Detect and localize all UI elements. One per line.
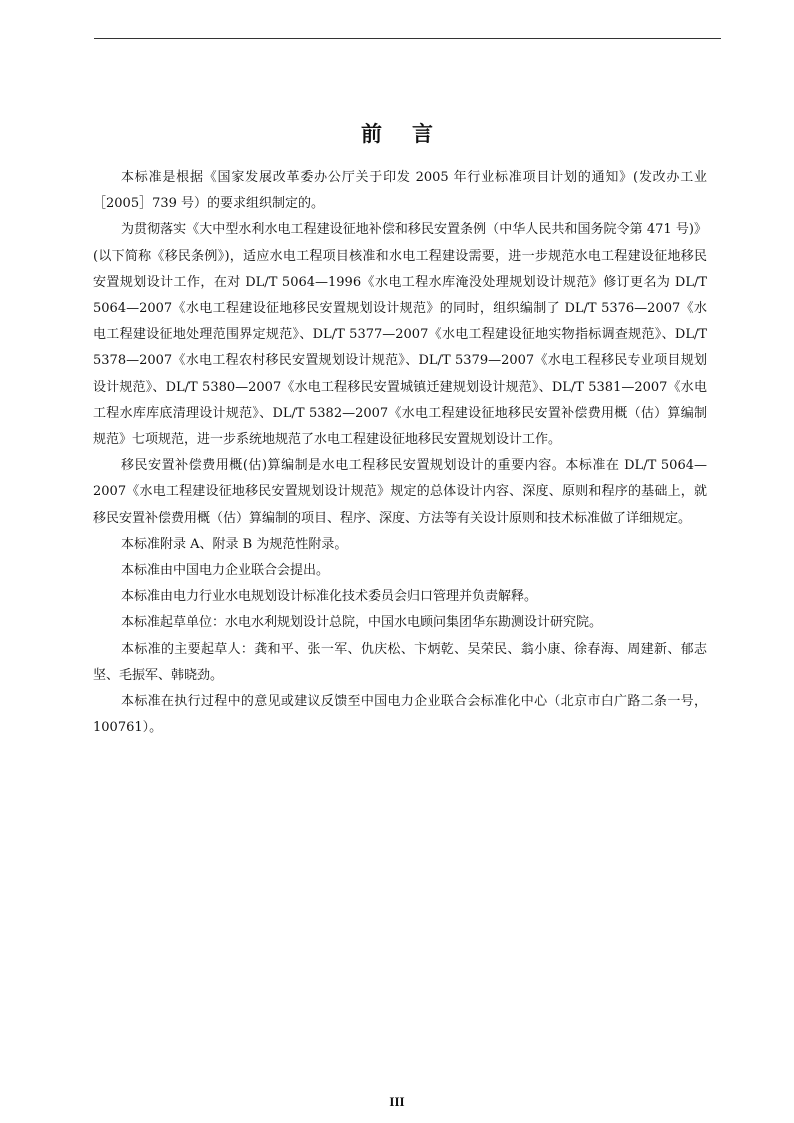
paragraph-management: 本标准由电力行业水电规划设计标准化技术委员会归口管理并负责解释。 <box>121 589 538 605</box>
paragraph-scope: 移民安置补偿费用概(估)算编制是水电工程移民安置规划设计的重要内容。本标准在 DL/T 5064—2007《水电工程建设征地移民安置规划设计规范》规定的总体设计内容、深度、原则和程序的基础上，就移民安置补偿费用概（估）算编制的项目、程序、深度、方法等有关设计原则和技术标准做了详细规定。 <box>93 458 707 526</box>
paragraph-basis: 本标准是根据《国家发展改革委办公厅关于印发 2005 年行业标准项目计划的通知》(发改办工业［2005］739 号）的要求组织制定的。 <box>93 170 707 212</box>
page-number: III <box>389 1094 405 1109</box>
foreword-body <box>93 165 707 741</box>
paragraph-appendix: 本标准附录 A、附录 B 为规范性附录。 <box>121 536 348 552</box>
paragraph-background: 为贯彻落实《大中型水利水电工程建设征地补偿和移民安置条例（中华人民共和国务院令第 471 号)》(以下简称《移民条例》)，适应水电工程项目核准和水电工程建设需要，进一步规范水电工程建设征地移民安置规划设计工作，在对 DL/T 5064—1996《水电工程水库淹没处理规划设计规范》修订更名为 DL/T 5064—2007《水电工程建设征地移民安置规划设计规范》的同时，组织编制了 DL/T 5376—2007《水电工程建设征地处理范围界定规范》、DL/T 5377—2007《水电工程建设征地实物指标调查规范》、DL/T 5378—2007《水电工程农村移民安置规划设计规范》、DL/T 5379—2007《水电工程移民专业项目规划设计规范》、DL/T 5380—2007《水电工程移民安置城镇迁建规划设计规范》、DL/T 5381—2007《水电工程水库库底清理设计规范》、DL/T 5382—2007《水电工程建设征地移民安置补偿费用概（估）算编制规范》七项规范，进一步系统地规范了水电工程建设征地移民安置规划设计工作。 <box>93 222 707 448</box>
header-rule <box>94 38 721 39</box>
page-title: 前言 <box>361 122 463 147</box>
paragraph-feedback: 本标准在执行过程中的意见或建议反馈至中国电力企业联合会标准化中心（北京市白广路二条一号，100761）。 <box>93 694 707 736</box>
paragraph-drafters: 本标准的主要起草人：龚和平、张一军、仇庆松、卞炳乾、吴荣民、翁小康、徐春海、周建新、郁志坚、毛振军、韩晓劲。 <box>93 641 707 683</box>
paragraph-proposer: 本标准由中国电力企业联合会提出。 <box>121 563 330 579</box>
paragraph-drafting-units: 本标准起草单位：水电水利规划设计总院，中国水电顾问集团华东勘测设计研究院。 <box>121 615 603 631</box>
